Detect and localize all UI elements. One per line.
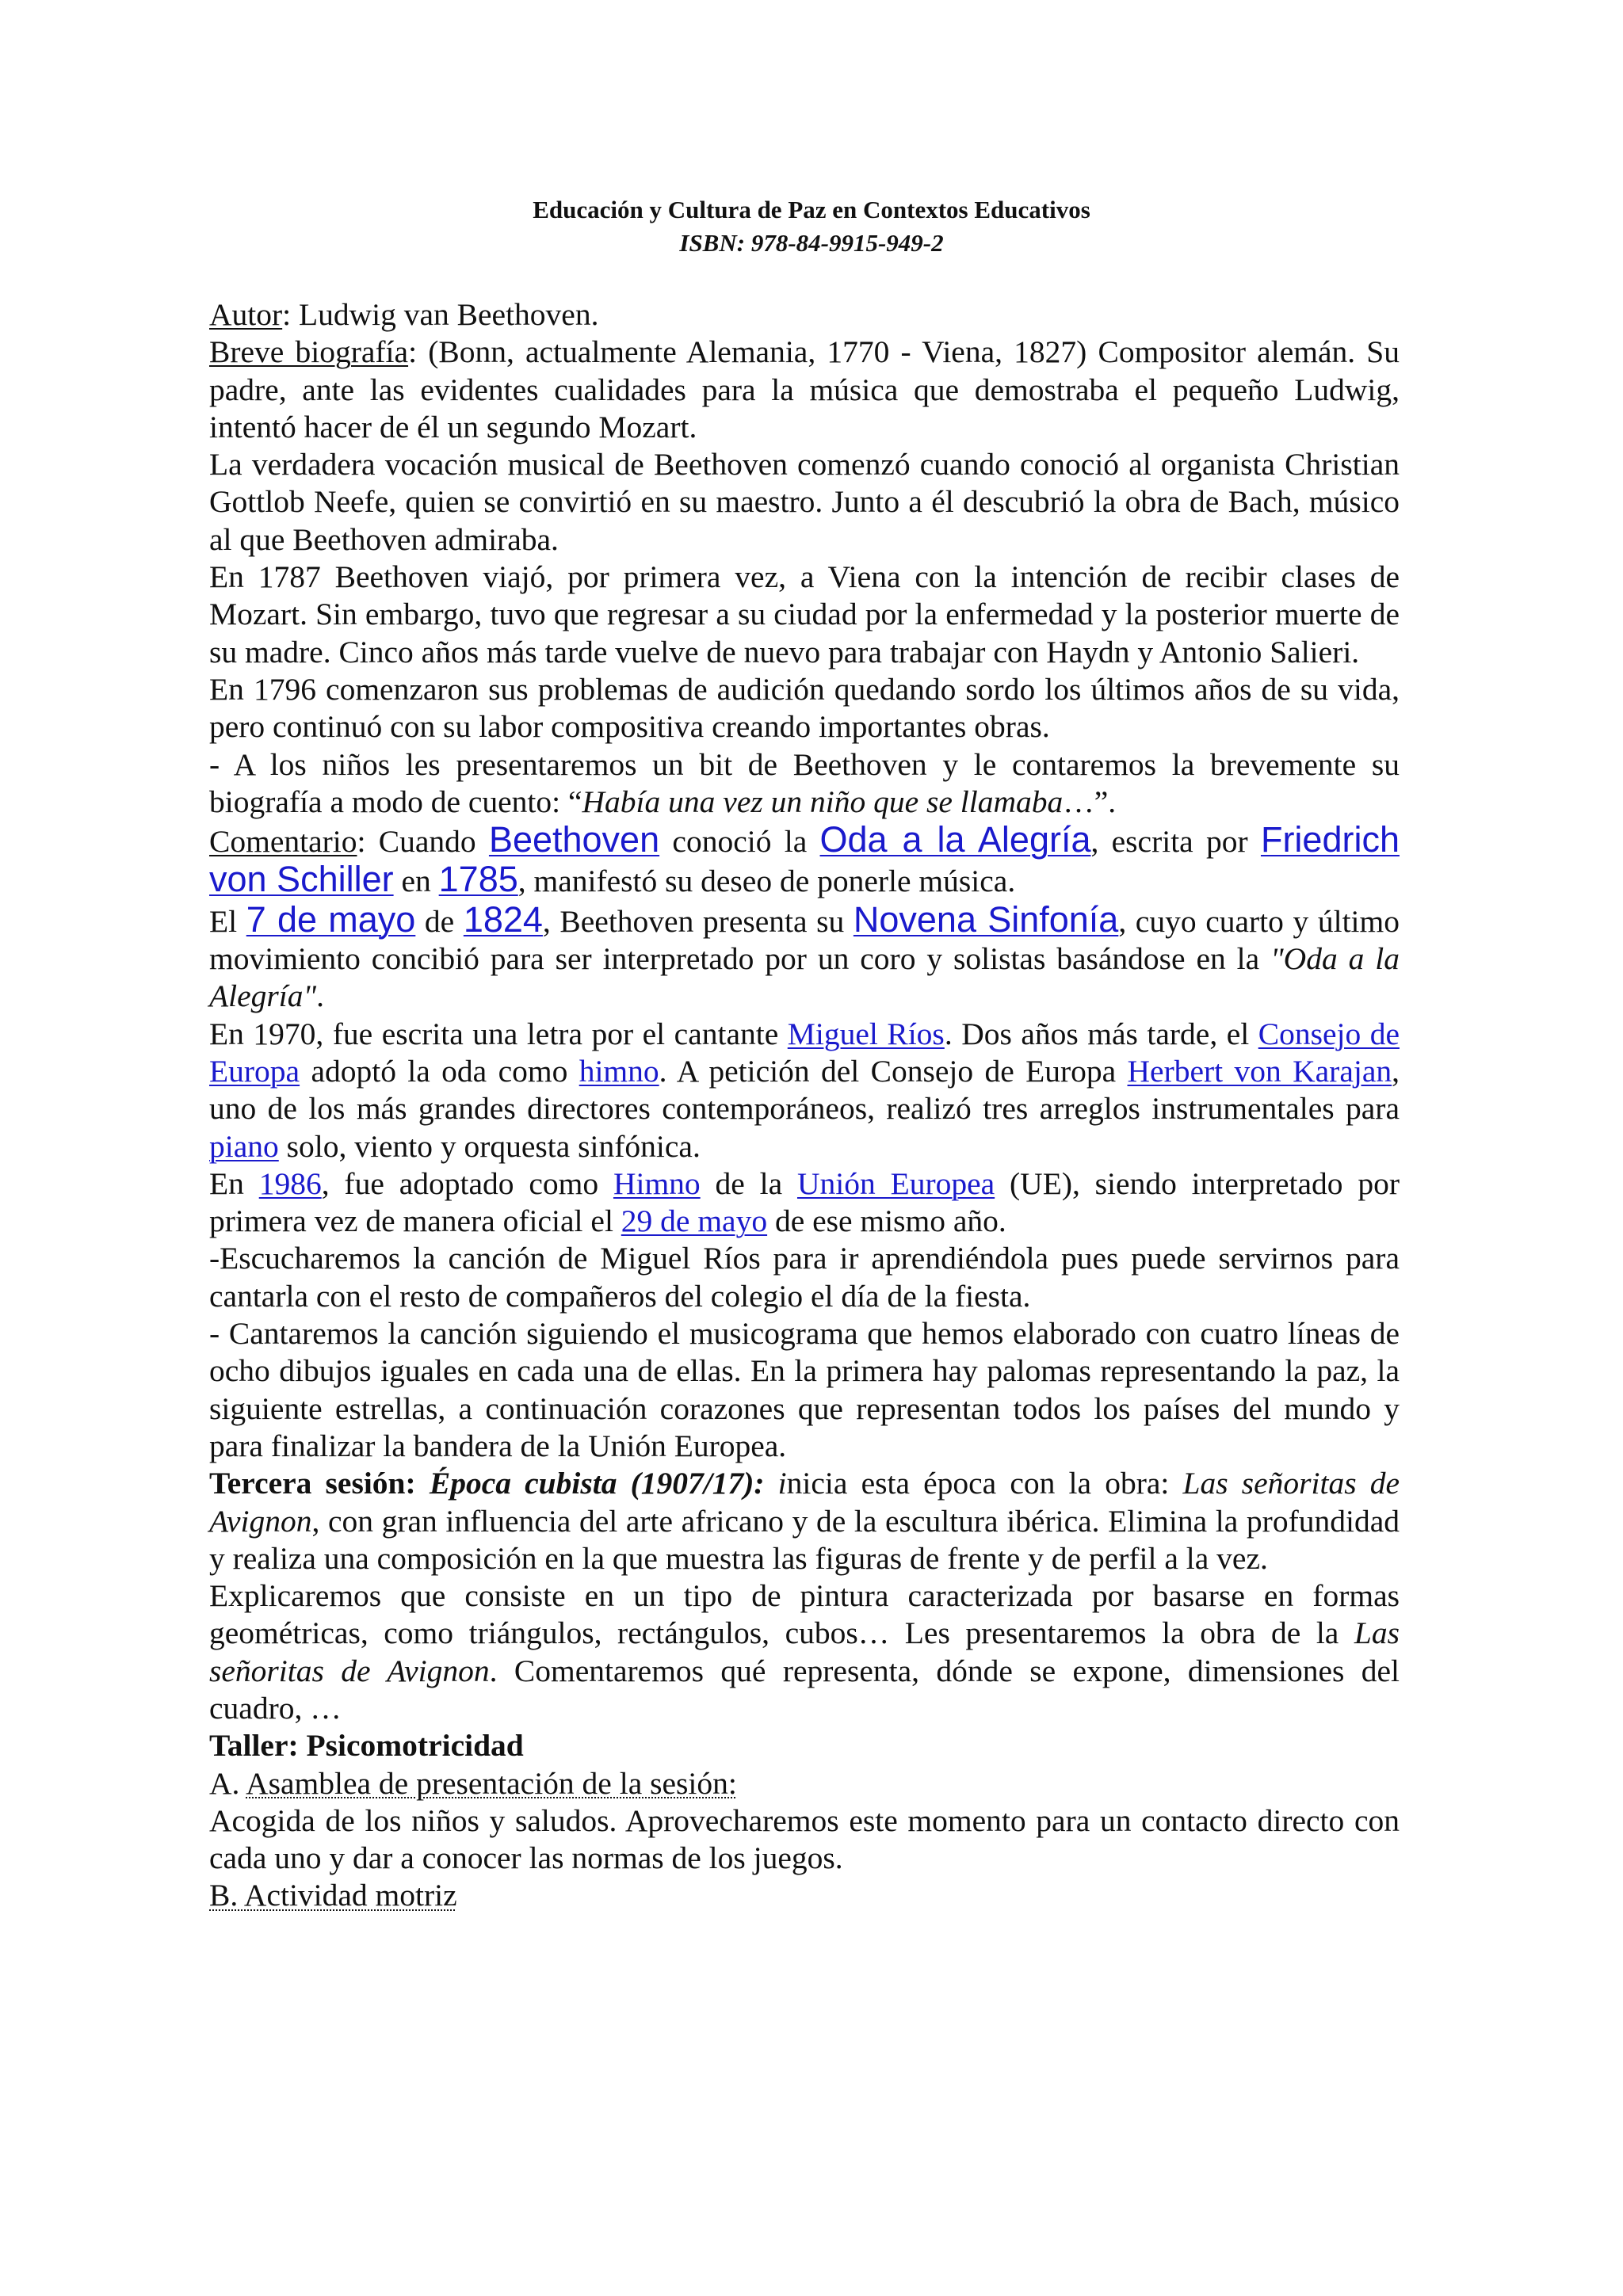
author-line	[209, 296, 1400, 334]
children-text: - A los niños les presentaremos un bit de Beethoven y le contaremos la brevemente su biografía a modo de cuento: “	[209, 746, 1400, 819]
lyrics-text: En 1970, fue escrita una letra por el cantante	[209, 1016, 788, 1051]
author-text: : Ludwig van Beethoven.	[282, 297, 599, 332]
assembly-heading	[209, 1765, 1400, 1802]
artwork-title: Las señoritas de Avignon	[209, 1615, 1400, 1688]
artwork-title: Las señoritas de Avignon	[209, 1466, 1400, 1539]
lyrics-text: solo, viento y orquesta sinfónica.	[278, 1128, 701, 1164]
document-body	[209, 296, 1400, 1915]
session-text-i: i	[764, 1466, 787, 1501]
link-himno-ue[interactable]: Himno	[613, 1165, 701, 1201]
link-beethoven[interactable]: Beethoven	[488, 819, 660, 860]
comment-paragraph	[209, 821, 1400, 901]
session-heading: Tercera sesión:	[209, 1466, 430, 1501]
paragraph-1787: En 1787 Beethoven viajó, por primera vez, a Viena con la intención de recibir clases de Mozart. Sin embargo, tuvo que regresar a su ciudad por la enfermedad y la posterior muerte de su madre. Cinco años más tarde vuelve de nuevo para trabajar con Haydn y Antonio Salieri.	[209, 559, 1400, 669]
page-header	[0, 193, 1623, 260]
bio-label: Breve biografía	[209, 334, 409, 370]
link-novena-sinfonia[interactable]: Novena Sinfonía	[853, 898, 1119, 940]
author-label: Autor	[209, 297, 283, 332]
welcome-paragraph: Acogida de los niños y saludos. Aprovecharemos este momento para un contacto directo con cada uno y dar a conocer las normas de los juegos.	[209, 1802, 1400, 1876]
lyrics-text: , uno de los más grandes directores contemporáneos, realizó tres arreglos instrumentales para	[209, 1053, 1400, 1127]
header-isbn: ISBN: 978-84-9915-949-2	[679, 229, 944, 257]
anthem-paragraph	[209, 1165, 1400, 1241]
symphony-text: , cuyo cuarto y último movimiento concibió para ser interpretado por un coro y solistas basándose en la	[209, 903, 1400, 977]
session-text: nicia esta época con la obra:	[786, 1466, 1183, 1501]
link-1824[interactable]: 1824	[463, 898, 543, 940]
paragraph-1796: En 1796 comenzaron sus problemas de audición quedando sordo los últimos años de su vida, pero continuó con su labor compositiva creando importantes obras.	[209, 671, 1400, 745]
anthem-text: de ese mismo año.	[767, 1203, 1006, 1239]
assembly-label: Asamblea de presentación de la sesión:	[246, 1765, 737, 1801]
bio-text: : (Bonn, actualmente Alemania, 1770 - Viena, 1827) Compositor alemán. Su padre, ante las evidentes cualidades para la música que demostraba el pequeño Ludwig, intentó hacer de él un segundo Mozart.	[209, 334, 1400, 444]
workshop-heading: Taller: Psicomotricidad	[209, 1728, 524, 1764]
anthem-text: , fue adoptado como	[321, 1165, 613, 1201]
link-miguel-rios[interactable]: Miguel Ríos	[787, 1016, 945, 1051]
motor-activity-label: B. Actividad motriz	[209, 1878, 457, 1913]
header-title: Educación y Cultura de Paz en Contextos Educativos	[533, 196, 1090, 223]
explain-text: Explicaremos que consiste en un tipo de pintura caracterizada por basarse en formas geométricas, como triángulos, rectángulos, cubos… Les presentaremos la obra de la	[209, 1578, 1400, 1651]
link-1785[interactable]: 1785	[438, 859, 518, 900]
listen-paragraph: -Escucharemos la canción de Miguel Ríos para ir aprendiéndola pues puede servirnos para cantarla con el resto de compañeros del colegio el día de la fiesta.	[209, 1241, 1400, 1314]
link-piano[interactable]: piano	[209, 1128, 279, 1164]
link-union-europea[interactable]: Unión Europea	[796, 1165, 995, 1201]
comment-text: en	[393, 864, 439, 899]
link-1986[interactable]: 1986	[258, 1165, 322, 1201]
explain-text: . Comentaremos qué representa, dónde se expone, dimensiones del cuadro, …	[209, 1653, 1400, 1726]
link-schiller[interactable]: Friedrich von Schiller	[209, 819, 1400, 900]
symphony-text: , Beethoven presenta su	[542, 903, 854, 939]
link-karajan[interactable]: Herbert von Karajan	[1127, 1053, 1392, 1089]
link-oda-alegria[interactable]: Oda a la Alegría	[819, 819, 1091, 860]
link-consejo-europa[interactable]: Consejo de Europa	[209, 1016, 1400, 1089]
oda-italic: "Oda a la Alegría"	[209, 941, 1400, 1014]
lyrics-paragraph	[209, 1016, 1400, 1165]
third-session-paragraph	[209, 1465, 1400, 1577]
comment-text: , escrita por	[1090, 824, 1261, 860]
link-29-mayo[interactable]: 29 de mayo	[621, 1203, 768, 1239]
assembly-prefix: A.	[209, 1765, 246, 1801]
lyrics-text: adoptó la oda como	[300, 1053, 579, 1089]
lyrics-text: . A petición del Consejo de Europa	[659, 1053, 1128, 1089]
anthem-text: (UE), siendo interpretado por primera vez de manera oficial el	[209, 1165, 1400, 1239]
bio-paragraph	[209, 334, 1400, 446]
anthem-text: En	[209, 1165, 259, 1201]
link-himno[interactable]: himno	[579, 1053, 659, 1089]
comment-label: Comentario	[209, 824, 357, 860]
comment-text: conoció la	[659, 824, 820, 860]
motor-activity-heading	[209, 1877, 1400, 1914]
symphony-text: de	[415, 903, 464, 939]
story-quote: Había una vez un niño que se llamaba	[582, 784, 1064, 819]
ninth-symphony-paragraph	[209, 898, 1400, 1016]
symphony-text: El	[209, 903, 246, 939]
vocation-paragraph: La verdadera vocación musical de Beethoven comenzó cuando conoció al organista Christian Gottlob Neefe, quien se convirtió en su maestro. Junto a él descubrió la obra de Bach, músico al que Beethoven admiraba.	[209, 447, 1400, 557]
comment-text: , manifestó su deseo de ponerle música.	[517, 864, 1016, 899]
link-7-mayo[interactable]: 7 de mayo	[246, 898, 416, 940]
lyrics-text: . Dos años más tarde, el	[944, 1016, 1258, 1051]
explain-paragraph	[209, 1577, 1400, 1727]
cubist-heading: Época cubista (1907/17):	[429, 1466, 765, 1501]
children-text-end: …”.	[1063, 784, 1117, 819]
children-story-paragraph	[209, 746, 1400, 822]
comment-text: : Cuando	[357, 824, 489, 860]
symphony-text: .	[316, 978, 324, 1014]
session-text: , con gran influencia del arte africano y de la escultura ibérica. Elimina la profundidad y realiza una composición en la que muestra las figuras de frente y de perfil a la vez.	[209, 1503, 1400, 1576]
sing-paragraph: - Cantaremos la canción siguiendo el musicograma que hemos elaborado con cuatro líneas de ocho dibujos iguales en cada una de ellas. En la primera hay palomas representando la paz, la siguiente estrellas, a continuación corazones que representan todos los países del mundo y para finalizar la bandera de la Unión Europea.	[209, 1316, 1400, 1463]
anthem-text: de la	[700, 1165, 797, 1201]
